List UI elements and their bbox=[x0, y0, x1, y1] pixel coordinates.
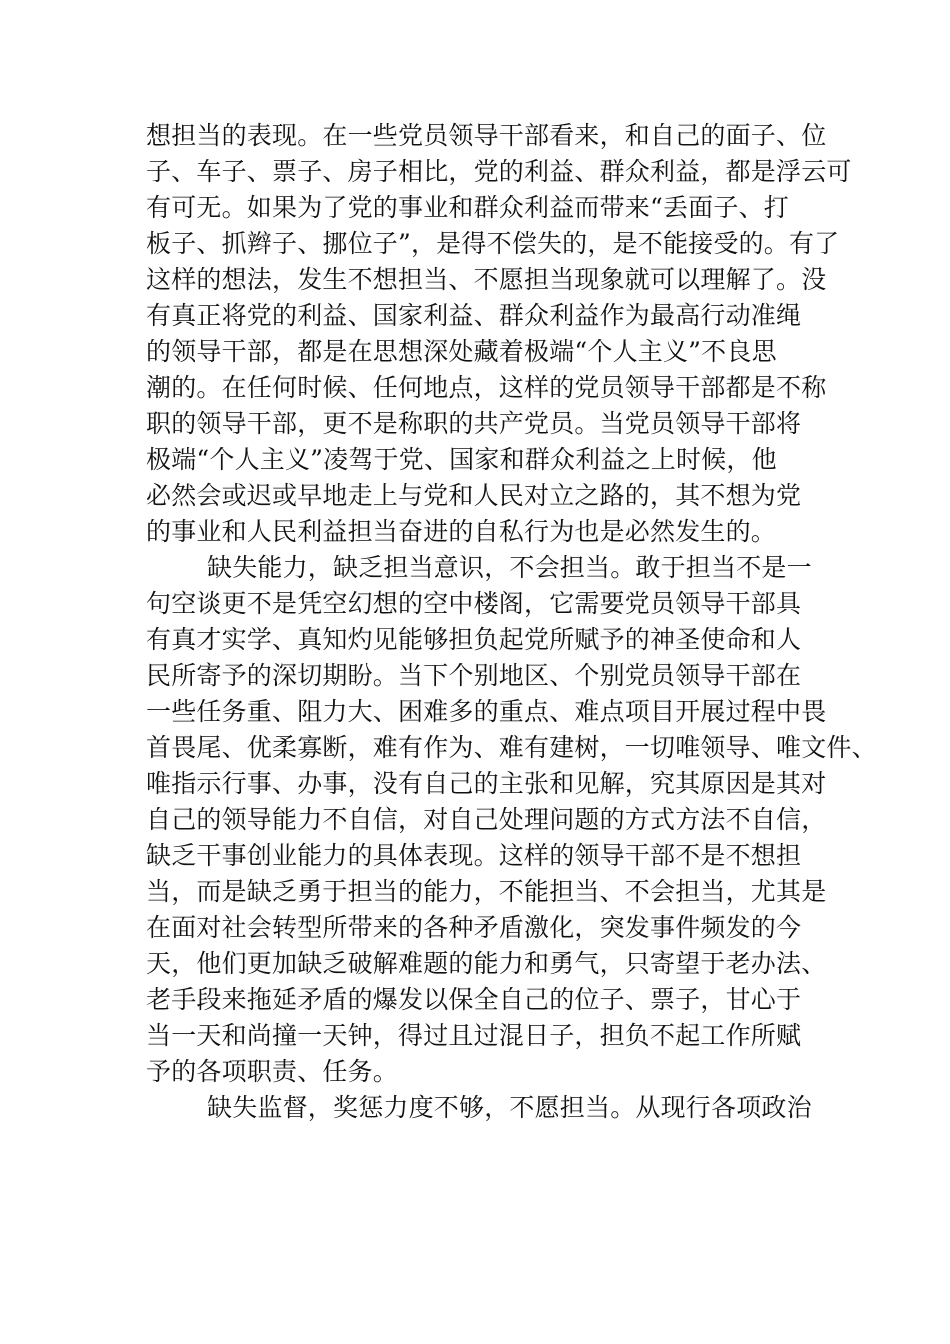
text-line: 必然会或迟或早地走上与党和人民对立之路的，其不想为党 bbox=[146, 481, 802, 510]
text-line: 老手段来拖延矛盾的爆发以保全自己的位子、票子，甘心于 bbox=[146, 985, 802, 1014]
text-line: 的领导干部，都是在思想深处藏着极端“个人主义”不良思 bbox=[146, 337, 777, 366]
text-line: 予的各项职责、任务。 bbox=[146, 1057, 399, 1086]
text-line: 极端“个人主义”凌驾于党、国家和群众利益之上时候，他 bbox=[146, 445, 777, 474]
text-line: 唯指示行事、办事，没有自己的主张和见解，究其原因是其对 bbox=[146, 769, 827, 798]
text-line: 子、车子、票子、房子相比，党的利益、群众利益，都是浮云可 bbox=[146, 157, 852, 186]
text-line: 自己的领导能力不自信，对自己处理问题的方式方法不自信， bbox=[146, 805, 827, 834]
text-line: 职的领导干部，更不是称职的共产党员。当党员领导干部将 bbox=[146, 409, 802, 438]
text-line: 句空谈更不是凭空幻想的空中楼阁，它需要党员领导干部具 bbox=[146, 589, 802, 618]
text-line: 潮的。在任何时候、任何地点，这样的党员领导干部都是不称 bbox=[146, 373, 827, 402]
paragraph-start-line: 缺失监督，奖惩力度不够，不愿担当。从现行各项政治 bbox=[207, 1093, 812, 1122]
text-line: 这样的想法，发生不想担当、不愿担当现象就可以理解了。没 bbox=[146, 265, 827, 294]
text-line: 板子、抓辫子、挪位子”，是得不偿失的，是不能接受的。有了 bbox=[146, 229, 840, 258]
text-line: 首畏尾、优柔寡断，难有作为、难有建树，一切唯领导、唯文件、 bbox=[146, 733, 877, 762]
text-line: 在面对社会转型所带来的各种矛盾激化，突发事件频发的今 bbox=[146, 913, 802, 942]
text-line: 的事业和人民利益担当奋进的自私行为也是必然发生的。 bbox=[146, 517, 777, 546]
body-text bbox=[146, 118, 877, 1126]
text-line: 民所寄予的深切期盼。当下个别地区、个别党员领导干部在 bbox=[146, 661, 802, 690]
text-line: 天，他们更加缺乏破解难题的能力和勇气，只寄望于老办法、 bbox=[146, 949, 827, 978]
text-line: 有真正将党的利益、国家利益、群众利益作为最高行动准绳 bbox=[146, 301, 802, 330]
paragraph-start-line: 缺失能力，缺乏担当意识，不会担当。敢于担当不是一 bbox=[207, 553, 812, 582]
text-line: 有可无。如果为了党的事业和群众利益而带来“丢面子、打 bbox=[146, 193, 789, 222]
text-line: 当一天和尚撞一天钟，得过且过混日子，担负不起工作所赋 bbox=[146, 1021, 802, 1050]
text-line: 缺乏干事创业能力的具体表现。这样的领导干部不是不想担 bbox=[146, 841, 802, 870]
text-line: 有真才实学、真知灼见能够担负起党所赋予的神圣使命和人 bbox=[146, 625, 802, 654]
text-line: 当，而是缺乏勇于担当的能力，不能担当、不会担当，尤其是 bbox=[146, 877, 827, 906]
text-line: 一些任务重、阻力大、困难多的重点、难点项目开展过程中畏 bbox=[146, 697, 827, 726]
text-line: 想担当的表现。在一些党员领导干部看来，和自己的面子、位 bbox=[146, 121, 827, 150]
